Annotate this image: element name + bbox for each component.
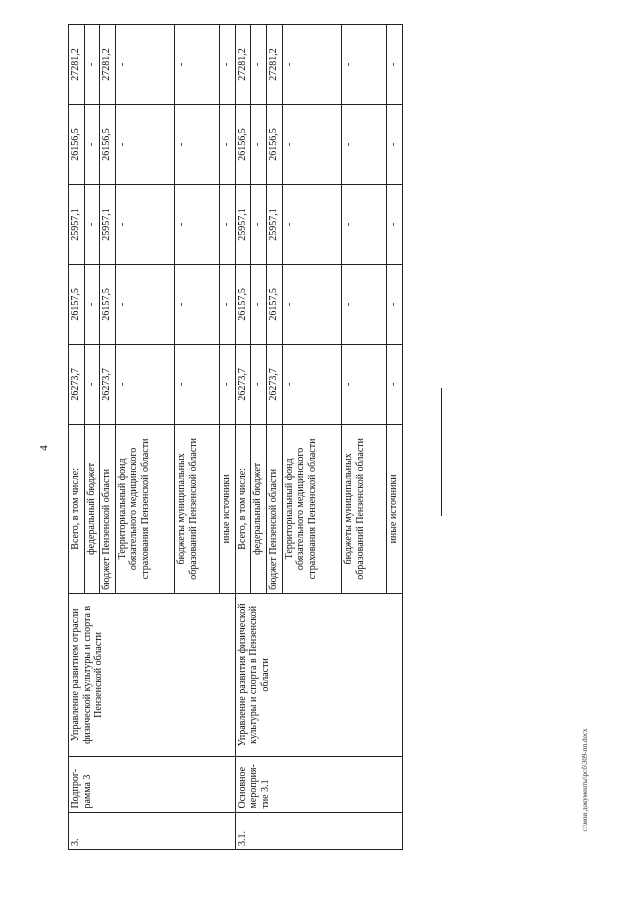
value-cell: - [84, 344, 100, 424]
value-cell: - [115, 184, 175, 264]
funding-table [68, 24, 403, 850]
value-cell: - [84, 264, 100, 344]
funding-source-municipal: бюджеты муниципальных образований Пензенской области [175, 424, 220, 593]
block-name: Основное мероприя-тие 3.1 [235, 756, 402, 812]
value-cell: - [342, 104, 387, 184]
file-path: c:\мои документы\рсб\309-пп.docx [581, 728, 589, 832]
funding-table-wrapper [68, 24, 403, 850]
funding-source-municipal: бюджеты муниципальных образований Пензенской области [342, 424, 387, 593]
value-cell: 26157,5 [100, 264, 116, 344]
value-cell: - [342, 344, 387, 424]
value-cell: - [282, 104, 342, 184]
value-cell: - [220, 104, 236, 184]
footer-rule [441, 388, 442, 516]
value-cell: - [175, 264, 220, 344]
value-cell: - [387, 264, 403, 344]
block-number: 3. [69, 812, 236, 849]
table-row [69, 25, 85, 850]
value-cell: - [282, 264, 342, 344]
value-cell: 26156,5 [69, 104, 85, 184]
table-row [235, 25, 251, 850]
value-cell: 25957,1 [235, 184, 251, 264]
value-cell: - [342, 264, 387, 344]
funding-source-tfoms: Территориальный фонд обязательного медицинского страхования Пензенской области [282, 424, 342, 593]
value-cell: - [342, 184, 387, 264]
funding-source-other: иные источники [387, 424, 403, 593]
value-cell: - [282, 344, 342, 424]
value-cell: 27281,2 [235, 25, 251, 105]
value-cell: - [115, 104, 175, 184]
value-cell: 25957,1 [266, 184, 282, 264]
value-cell: - [84, 184, 100, 264]
value-cell: - [175, 25, 220, 105]
value-cell: 26156,5 [235, 104, 251, 184]
value-cell: - [175, 344, 220, 424]
value-cell: - [251, 104, 267, 184]
page-number: 4 [38, 445, 50, 451]
value-cell: - [282, 184, 342, 264]
value-cell: - [84, 25, 100, 105]
value-cell: - [220, 264, 236, 344]
value-cell: - [251, 25, 267, 105]
value-cell: 26157,5 [266, 264, 282, 344]
value-cell: 25957,1 [69, 184, 85, 264]
value-cell: 26273,7 [100, 344, 116, 424]
value-cell: - [220, 25, 236, 105]
value-cell: - [342, 25, 387, 105]
value-cell: - [251, 344, 267, 424]
value-cell: 26273,7 [266, 344, 282, 424]
value-cell: 27281,2 [100, 25, 116, 105]
value-cell: 26156,5 [100, 104, 116, 184]
funding-table-body [69, 25, 403, 850]
value-cell: 26273,7 [235, 344, 251, 424]
value-cell: - [251, 264, 267, 344]
funding-source-regional: бюджет Пензенской области [100, 424, 116, 593]
value-cell: - [175, 184, 220, 264]
value-cell: - [175, 104, 220, 184]
block-executor: Управление развитием отрасли физической культуры и спорта в Пензенской области [69, 593, 236, 756]
funding-source-other: иные источники [220, 424, 236, 593]
value-cell: 26273,7 [69, 344, 85, 424]
funding-source-total: Всего, в том числе: [69, 424, 85, 593]
funding-source-total: Всего, в том числе: [235, 424, 251, 593]
value-cell: - [115, 344, 175, 424]
funding-source-federal: федеральный бюджет [84, 424, 100, 593]
value-cell: - [220, 344, 236, 424]
value-cell: - [387, 104, 403, 184]
funding-source-federal: федеральный бюджет [251, 424, 267, 593]
block-name: Подпрог-рамма 3 [69, 756, 236, 812]
value-cell: 26157,5 [69, 264, 85, 344]
value-cell: 25957,1 [100, 184, 116, 264]
value-cell: 26156,5 [266, 104, 282, 184]
value-cell: - [220, 184, 236, 264]
value-cell: 27281,2 [69, 25, 85, 105]
value-cell: - [387, 184, 403, 264]
value-cell: 27281,2 [266, 25, 282, 105]
value-cell: - [387, 25, 403, 105]
value-cell: 26157,5 [235, 264, 251, 344]
block-number: 3.1. [235, 812, 402, 849]
value-cell: - [115, 264, 175, 344]
value-cell: - [282, 25, 342, 105]
value-cell: - [84, 104, 100, 184]
value-cell: - [387, 344, 403, 424]
funding-source-tfoms: Территориальный фонд обязательного медицинского страхования Пензенской области [115, 424, 175, 593]
value-cell: - [115, 25, 175, 105]
funding-source-regional: бюджет Пензенской области [266, 424, 282, 593]
block-executor: Управление развития физической культуры и спорта в Пензенской области [235, 593, 402, 756]
value-cell: - [251, 184, 267, 264]
